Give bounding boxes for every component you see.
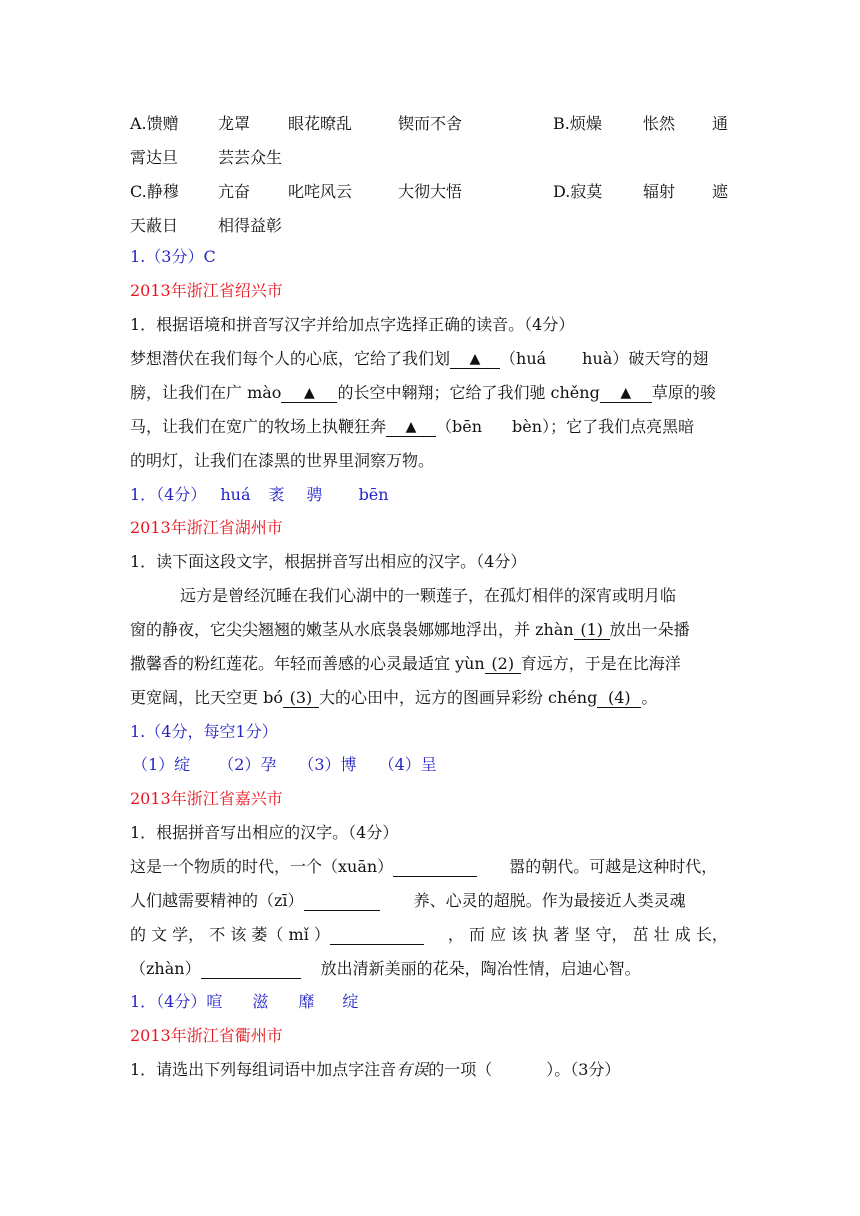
huzhou-paragraph-line-2 [130,619,690,641]
huzhou-p4-text-e: 。 [641,688,658,707]
jiaxing-paragraph-line-2 [130,890,686,912]
option-c-word-1: C.静穆 [130,182,179,201]
option-c-word-4: 大彻大悟 [398,182,463,201]
quzhou-question-text-b: 的一项（ [428,1060,493,1079]
shaoxing-paragraph-line-3 [130,416,694,438]
huzhou-p4-text-a: 更宽阔，比天空更 bó [130,688,283,707]
jiaxing-p3-text-b: ， 而 应 该 执 著 坚 守， 茁 壮 成 长， [447,925,728,944]
quzhou-question [130,1059,620,1081]
huzhou-answer-4: （4）呈 [378,755,437,774]
blank-zhan [201,958,301,979]
jiaxing-answer-label: 1．（4分）喧 [130,992,223,1011]
jiaxing-answer-2: 滋 [252,992,269,1011]
option-b-word-3-start: 通 [712,114,729,133]
huzhou-answer: 1.（4分，每空1分） [130,722,278,741]
shaoxing-p2-text-a: 膀，让我们在广 mào [130,383,282,402]
huzhou-heading: 2013年浙江省湖州市 [130,518,283,537]
huzhou-p3-text-c: 育远方，于是在比海洋 [520,654,681,673]
huzhou-answers [132,754,437,776]
shaoxing-answer-label: 1．（4分） [130,485,207,504]
blank-xuan [393,856,477,877]
jiaxing-paragraph-line-1 [130,856,717,878]
option-d-word-4: 相得益彰 [218,216,283,235]
blank-2: (2) [485,653,521,674]
quzhou-question-text-c: ）。（3分） [546,1060,621,1079]
jiaxing-question: 1．根据拼音写出相应的汉字。（4分） [130,823,399,842]
blank-zi [304,890,380,911]
huzhou-answer-1: （1）绽 [132,755,191,774]
jiaxing-p2-text-a: 人们越需要精神的（zī） [130,891,304,910]
shaoxing-answer-3: 骋 [306,485,323,504]
shaoxing-answer-4: bēn [358,485,389,504]
huzhou-answer-2: （2）孕 [218,755,277,774]
option-d-word-3-end: 天蔽日 [130,216,179,235]
option-b-word-4: 芸芸众生 [218,148,283,167]
huzhou-question: 1．读下面这段文字，根据拼音写出相应的汉字。（4分） [130,552,527,571]
shaoxing-p2-text-c: 草原的骏 [651,383,716,402]
quzhou-question-text-a: 1．请选出下列每组词语中加点字注音 [130,1060,397,1079]
shaoxing-p3-text-c: bèn）；它了我们点亮黑暗 [512,417,695,436]
option-a-word-1: A.馈赠 [130,114,179,133]
blank-1: (1) [574,619,610,640]
option-a-word-2: 龙罩 [218,114,251,133]
shaoxing-paragraph-line-1 [130,348,708,370]
blank-mi [330,924,424,945]
option-c-word-2: 亢奋 [218,182,251,201]
shaoxing-p1-text-a: 梦想潜伏在我们每个人的心底，它给了我们划 [130,349,451,368]
jiaxing-paragraph-line-3 [130,924,728,946]
huzhou-paragraph-line-4 [130,687,657,709]
blank-triangle: ▲ [600,382,652,403]
huzhou-p2-text-c: 放出一朵播 [609,620,690,639]
jiaxing-p4-text-b: 放出清新美丽的花朵，陶冶性情，启迪心智。 [320,959,641,978]
quzhou-heading: 2013年浙江省衢州市 [130,1026,283,1045]
huzhou-answer-3: （3）博 [298,755,357,774]
shaoxing-heading: 2013年浙江省绍兴市 [130,281,283,300]
huzhou-p3-text-a: 撒馨香的粉红莲花。年轻而善感的心灵最适宜 yùn [130,654,485,673]
blank-triangle: ▲ [450,348,500,369]
option-d-word-3-start: 遮 [712,182,729,201]
blank-3: (3) [283,687,319,708]
jiaxing-answer-4: 绽 [342,992,359,1011]
jiaxing-answer-3: 靡 [298,992,315,1011]
jiaxing-p3-text-a: 的 文 学， 不 该 萎（ mǐ ） [130,925,330,944]
blank-triangle: ▲ [281,382,337,403]
option-a-word-4: 锲而不舍 [398,114,463,133]
huzhou-paragraph-line-1: 远方是曾经沉睡在我们心湖中的一颗莲子，在孤灯相伴的深宵或明月临 [180,586,677,605]
shaoxing-paragraph-line-4: 的明灯，让我们在漆黑的世界里洞察万物。 [130,451,435,470]
option-b-word-3-end: 霄达旦 [130,148,179,167]
shaoxing-p2-text-b: 的长空中翱翔；它给了我们驰 chěng [337,383,600,402]
jiaxing-p1-text-b: 嚣的朝代。可越是这种时代， [509,857,718,876]
option-a-word-3: 眼花暸乱 [288,114,353,133]
huzhou-p4-text-c: 大的心田中，远方的图画异彩纷 chéng [318,688,598,707]
jiaxing-p2-text-b: 养、心灵的超脱。作为最接近人类灵魂 [413,891,686,910]
jiaxing-paragraph-line-4 [130,958,641,980]
shaoxing-p3-text-a: 马，让我们在宽广的牧场上执鞭狂奔 [130,417,387,436]
jiaxing-heading: 2013年浙江省嘉兴市 [130,789,283,808]
quzhou-question-emphasis: 有误 [396,1060,429,1079]
shaoxing-answer-2: 袤 [268,485,285,504]
options-answer: 1.（3分）C [130,247,216,266]
shaoxing-p3-text-b: （bēn [436,417,483,436]
blank-4: (4) [597,687,641,708]
huzhou-p2-text-a: 窗的静夜，它尖尖翘翘的嫩茎从水底袅袅娜娜地浮出，并 zhàn [130,620,574,639]
option-d-word-1: D.寂莫 [553,182,603,201]
option-b-word-1: B.烦燥 [553,114,602,133]
shaoxing-p1-text-b: （huá [500,349,547,368]
option-d-word-2: 辐射 [643,182,676,201]
option-b-word-2: 怅然 [643,114,676,133]
huzhou-paragraph-line-3 [130,653,681,675]
shaoxing-answer [130,484,389,506]
jiaxing-p4-text-a: （zhàn） [130,959,201,978]
shaoxing-question: 1．根据语境和拼音写汉字并给加点字选择正确的读音。（4分） [130,315,575,334]
shaoxing-paragraph-line-2 [130,382,716,404]
jiaxing-answer [130,991,358,1013]
option-c-word-3: 叱咤风云 [288,182,353,201]
shaoxing-p1-text-c: huà）破天穹的翅 [582,349,709,368]
shaoxing-answer-1: huá [220,485,251,504]
jiaxing-p1-text-a: 这是一个物质的时代，一个（xuān） [130,857,394,876]
blank-triangle: ▲ [386,416,436,437]
